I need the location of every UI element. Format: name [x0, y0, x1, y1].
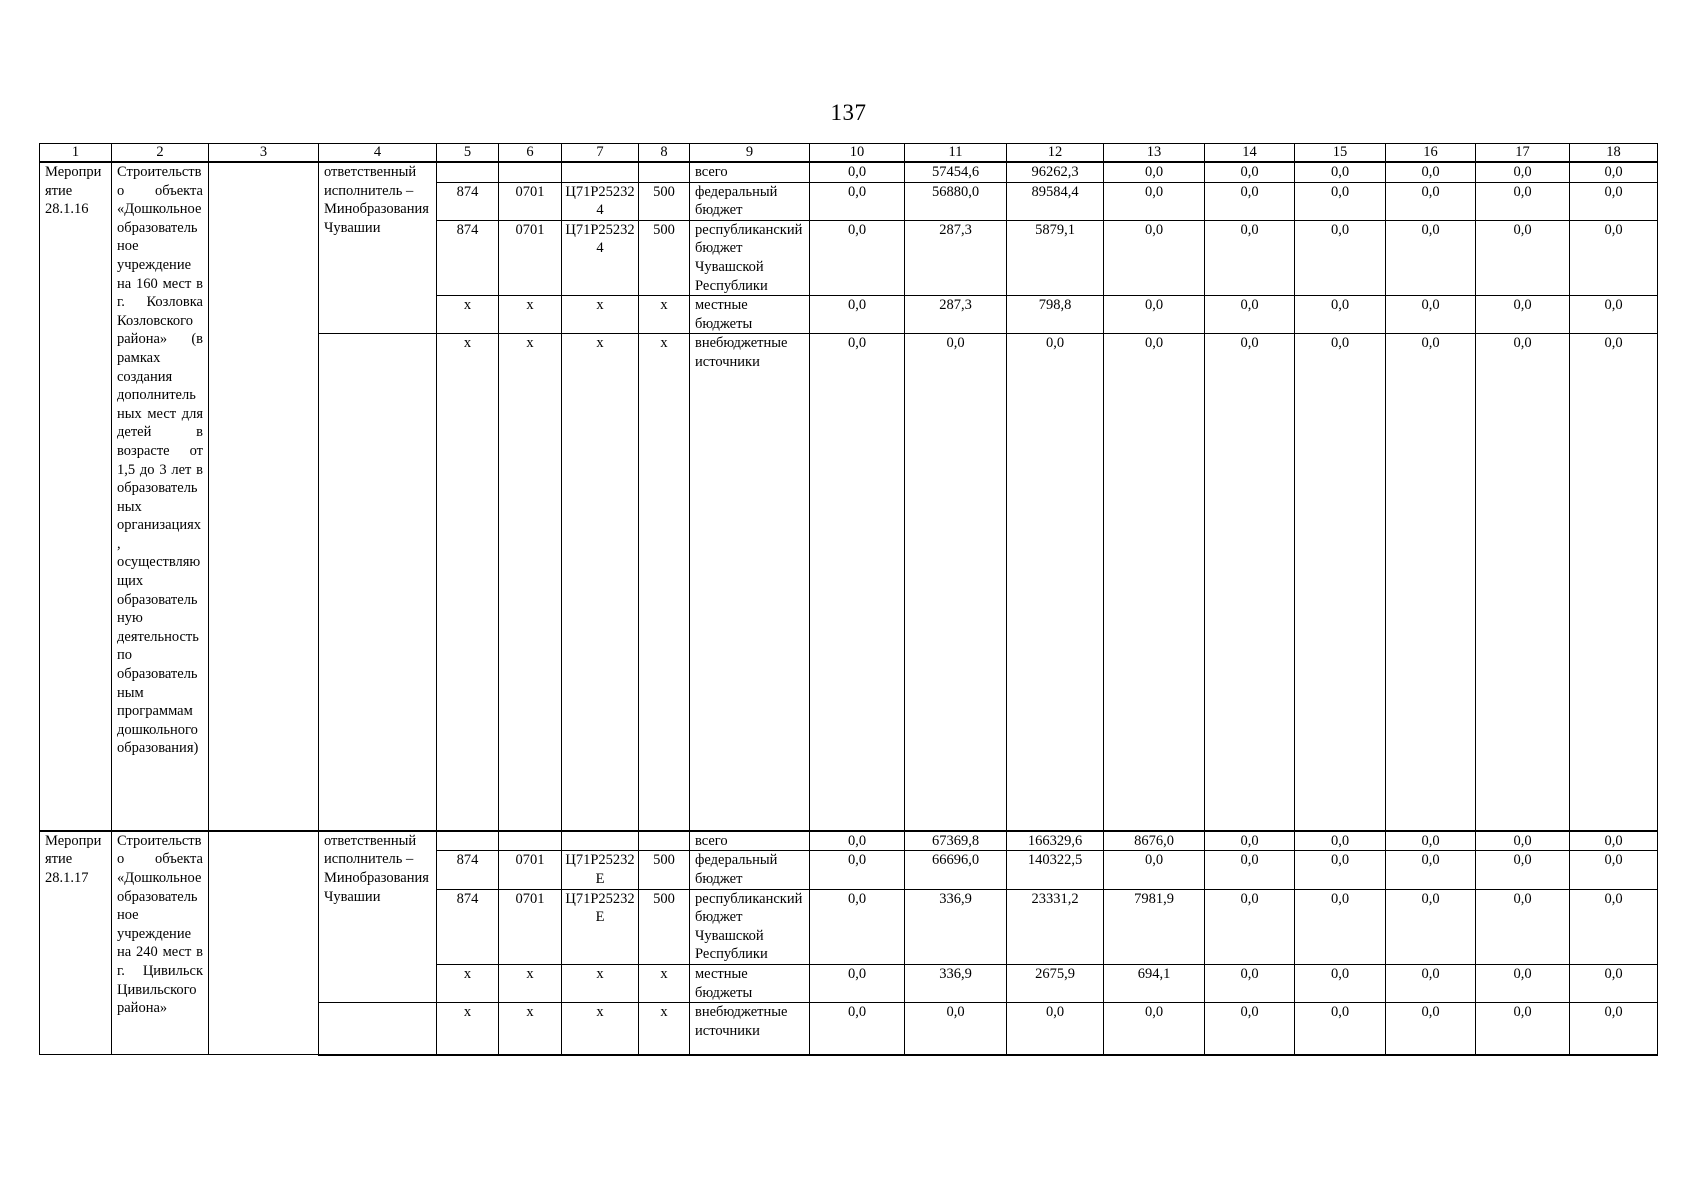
value-cell: 0,0 — [1386, 889, 1476, 964]
table-row — [40, 162, 1658, 182]
grbs-code-cell — [437, 162, 499, 182]
value-cell: 694,1 — [1104, 965, 1205, 1003]
value-cell: 0,0 — [1386, 296, 1476, 334]
value-cell: 0,0 — [1104, 851, 1205, 889]
value-cell: 66696,0 — [905, 851, 1007, 889]
section-code-cell: 0701 — [499, 182, 562, 220]
value-cell: 0,0 — [1295, 889, 1386, 964]
measure-cell: Мероприятие 28.1.17 — [40, 831, 112, 1055]
value-cell: 96262,3 — [1007, 162, 1104, 182]
value-cell: 0,0 — [1205, 831, 1295, 851]
column-header-10: 10 — [810, 144, 905, 163]
executor-cell-empty — [319, 1003, 437, 1055]
grbs-code-cell: 874 — [437, 851, 499, 889]
empty-cell — [209, 162, 319, 831]
header-row — [40, 144, 1658, 163]
table-row — [40, 831, 1658, 851]
column-header-12: 12 — [1007, 144, 1104, 163]
value-cell: 0,0 — [1104, 162, 1205, 182]
value-cell: 0,0 — [1386, 182, 1476, 220]
value-cell: 140322,5 — [1007, 851, 1104, 889]
value-cell: 0,0 — [1295, 162, 1386, 182]
value-cell: 2675,9 — [1007, 965, 1104, 1003]
value-cell: 0,0 — [1205, 965, 1295, 1003]
value-cell: 287,3 — [905, 220, 1007, 295]
section-code-cell: 0701 — [499, 889, 562, 964]
value-cell: 0,0 — [1570, 296, 1658, 334]
section-code-cell — [499, 162, 562, 182]
value-cell: 0,0 — [1386, 162, 1476, 182]
value-cell: 0,0 — [905, 1003, 1007, 1055]
grbs-code-cell: 874 — [437, 220, 499, 295]
grbs-code-cell: x — [437, 965, 499, 1003]
grbs-code-cell: x — [437, 1003, 499, 1055]
section-code-cell: 0701 — [499, 851, 562, 889]
value-cell: 0,0 — [1386, 220, 1476, 295]
value-cell: 7981,9 — [1104, 889, 1205, 964]
target-article-cell: Ц71Р25232Е — [562, 889, 639, 964]
value-cell: 0,0 — [810, 1003, 905, 1055]
grbs-code-cell — [437, 831, 499, 851]
value-cell: 0,0 — [1476, 1003, 1570, 1055]
funding-source-cell: внебюджетные источники — [690, 334, 810, 831]
section-code-cell: x — [499, 334, 562, 831]
value-cell: 0,0 — [1570, 965, 1658, 1003]
column-header-13: 13 — [1104, 144, 1205, 163]
target-article-cell: x — [562, 296, 639, 334]
section-code-cell: x — [499, 296, 562, 334]
value-cell: 0,0 — [1570, 162, 1658, 182]
expense-type-cell: 500 — [639, 889, 690, 964]
expense-type-cell: 500 — [639, 182, 690, 220]
value-cell: 0,0 — [1007, 1003, 1104, 1055]
value-cell: 0,0 — [1295, 831, 1386, 851]
value-cell: 0,0 — [1476, 296, 1570, 334]
expense-type-cell — [639, 162, 690, 182]
target-article-cell: x — [562, 965, 639, 1003]
target-article-cell: Ц71Р252324 — [562, 220, 639, 295]
column-header-1: 1 — [40, 144, 112, 163]
column-header-18: 18 — [1570, 144, 1658, 163]
value-cell: 0,0 — [1205, 1003, 1295, 1055]
value-cell: 0,0 — [905, 334, 1007, 831]
funding-source-cell: федеральный бюджет — [690, 182, 810, 220]
value-cell: 8676,0 — [1104, 831, 1205, 851]
value-cell: 0,0 — [1476, 831, 1570, 851]
value-cell: 0,0 — [1476, 334, 1570, 831]
value-cell: 166329,6 — [1007, 831, 1104, 851]
funding-source-cell: республиканский бюджет Чувашской Республики — [690, 889, 810, 964]
value-cell: 0,0 — [1476, 220, 1570, 295]
funding-source-cell: республиканский бюджет Чувашской Республики — [690, 220, 810, 295]
target-article-cell: Ц71Р25232Е — [562, 851, 639, 889]
value-cell: 0,0 — [810, 220, 905, 295]
value-cell: 0,0 — [1570, 182, 1658, 220]
column-header-5: 5 — [437, 144, 499, 163]
executor-cell-empty — [319, 334, 437, 831]
value-cell: 0,0 — [1386, 965, 1476, 1003]
value-cell: 0,0 — [1476, 965, 1570, 1003]
column-header-14: 14 — [1205, 144, 1295, 163]
value-cell: 0,0 — [1570, 1003, 1658, 1055]
value-cell: 23331,2 — [1007, 889, 1104, 964]
column-header-16: 16 — [1386, 144, 1476, 163]
value-cell: 0,0 — [810, 965, 905, 1003]
value-cell: 0,0 — [1205, 334, 1295, 831]
value-cell: 0,0 — [1205, 851, 1295, 889]
value-cell: 0,0 — [1295, 182, 1386, 220]
value-cell: 0,0 — [1205, 889, 1295, 964]
description-cell: Строительство объекта «Дошкольное образовательное учреждение на 160 мест в г. Козловка Козловского района» (в рамках создания дополнительных мест для детей в возрасте от 1,5 до 3 лет в образовательных организациях, осуществляющих образовательную деятельность по образовательным программам дошкольного образования) — [112, 162, 209, 831]
value-cell: 0,0 — [1104, 334, 1205, 831]
value-cell: 0,0 — [1205, 162, 1295, 182]
value-cell: 0,0 — [1104, 182, 1205, 220]
executor-cell: ответственный исполнитель – Минобразования Чувашии — [319, 831, 437, 1003]
value-cell: 0,0 — [1104, 220, 1205, 295]
expense-type-cell: 500 — [639, 220, 690, 295]
column-header-4: 4 — [319, 144, 437, 163]
value-cell: 0,0 — [1007, 334, 1104, 831]
value-cell: 57454,6 — [905, 162, 1007, 182]
expense-type-cell — [639, 831, 690, 851]
value-cell: 0,0 — [1386, 334, 1476, 831]
column-header-6: 6 — [499, 144, 562, 163]
column-header-11: 11 — [905, 144, 1007, 163]
value-cell: 5879,1 — [1007, 220, 1104, 295]
expense-type-cell: x — [639, 965, 690, 1003]
value-cell: 0,0 — [1570, 889, 1658, 964]
target-article-cell — [562, 831, 639, 851]
executor-cell: ответственный исполнитель – Минобразования Чувашии — [319, 162, 437, 334]
value-cell: 0,0 — [1205, 182, 1295, 220]
value-cell: 0,0 — [1386, 851, 1476, 889]
value-cell: 89584,4 — [1007, 182, 1104, 220]
expense-type-cell: 500 — [639, 851, 690, 889]
value-cell: 0,0 — [810, 162, 905, 182]
grbs-code-cell: 874 — [437, 889, 499, 964]
value-cell: 0,0 — [1570, 851, 1658, 889]
value-cell: 0,0 — [1476, 889, 1570, 964]
budget-table — [39, 143, 1658, 1056]
section-code-cell: x — [499, 1003, 562, 1055]
expense-type-cell: x — [639, 296, 690, 334]
value-cell: 0,0 — [1295, 220, 1386, 295]
value-cell: 0,0 — [1295, 965, 1386, 1003]
funding-source-cell: всего — [690, 831, 810, 851]
value-cell: 0,0 — [1570, 220, 1658, 295]
funding-source-cell: местные бюджеты — [690, 965, 810, 1003]
grbs-code-cell: x — [437, 334, 499, 831]
value-cell: 0,0 — [1386, 1003, 1476, 1055]
value-cell: 0,0 — [810, 831, 905, 851]
value-cell: 0,0 — [1295, 334, 1386, 831]
value-cell: 0,0 — [810, 889, 905, 964]
measure-cell: Мероприятие 28.1.16 — [40, 162, 112, 831]
expense-type-cell: x — [639, 334, 690, 831]
value-cell: 0,0 — [1205, 296, 1295, 334]
target-article-cell: x — [562, 1003, 639, 1055]
value-cell: 0,0 — [1104, 296, 1205, 334]
value-cell: 287,3 — [905, 296, 1007, 334]
funding-source-cell: внебюджетные источники — [690, 1003, 810, 1055]
expense-type-cell: x — [639, 1003, 690, 1055]
empty-cell — [209, 831, 319, 1055]
column-header-2: 2 — [112, 144, 209, 163]
description-cell: Строительство объекта «Дошкольное образовательное учреждение на 240 мест в г. Цивильск Цивильского района» — [112, 831, 209, 1055]
value-cell: 0,0 — [1476, 162, 1570, 182]
column-header-9: 9 — [690, 144, 810, 163]
value-cell: 0,0 — [810, 182, 905, 220]
value-cell: 0,0 — [1476, 851, 1570, 889]
value-cell: 0,0 — [1205, 220, 1295, 295]
funding-source-cell: местные бюджеты — [690, 296, 810, 334]
value-cell: 336,9 — [905, 889, 1007, 964]
value-cell: 0,0 — [1104, 1003, 1205, 1055]
target-article-cell — [562, 162, 639, 182]
grbs-code-cell: x — [437, 296, 499, 334]
value-cell: 0,0 — [1295, 851, 1386, 889]
value-cell: 0,0 — [1570, 334, 1658, 831]
column-header-7: 7 — [562, 144, 639, 163]
column-header-15: 15 — [1295, 144, 1386, 163]
funding-source-cell: всего — [690, 162, 810, 182]
grbs-code-cell: 874 — [437, 182, 499, 220]
value-cell: 0,0 — [810, 296, 905, 334]
value-cell: 0,0 — [1295, 296, 1386, 334]
value-cell: 56880,0 — [905, 182, 1007, 220]
section-code-cell: 0701 — [499, 220, 562, 295]
value-cell: 67369,8 — [905, 831, 1007, 851]
column-header-17: 17 — [1476, 144, 1570, 163]
value-cell: 0,0 — [1476, 182, 1570, 220]
section-code-cell — [499, 831, 562, 851]
value-cell: 0,0 — [1570, 831, 1658, 851]
value-cell: 336,9 — [905, 965, 1007, 1003]
value-cell: 0,0 — [1386, 831, 1476, 851]
page-number: 137 — [830, 100, 867, 125]
value-cell: 798,8 — [1007, 296, 1104, 334]
value-cell: 0,0 — [1295, 1003, 1386, 1055]
section-code-cell: x — [499, 965, 562, 1003]
column-header-3: 3 — [209, 144, 319, 163]
target-article-cell: x — [562, 334, 639, 831]
value-cell: 0,0 — [810, 851, 905, 889]
column-header-8: 8 — [639, 144, 690, 163]
funding-source-cell: федеральный бюджет — [690, 851, 810, 889]
value-cell: 0,0 — [810, 334, 905, 831]
target-article-cell: Ц71Р252324 — [562, 182, 639, 220]
